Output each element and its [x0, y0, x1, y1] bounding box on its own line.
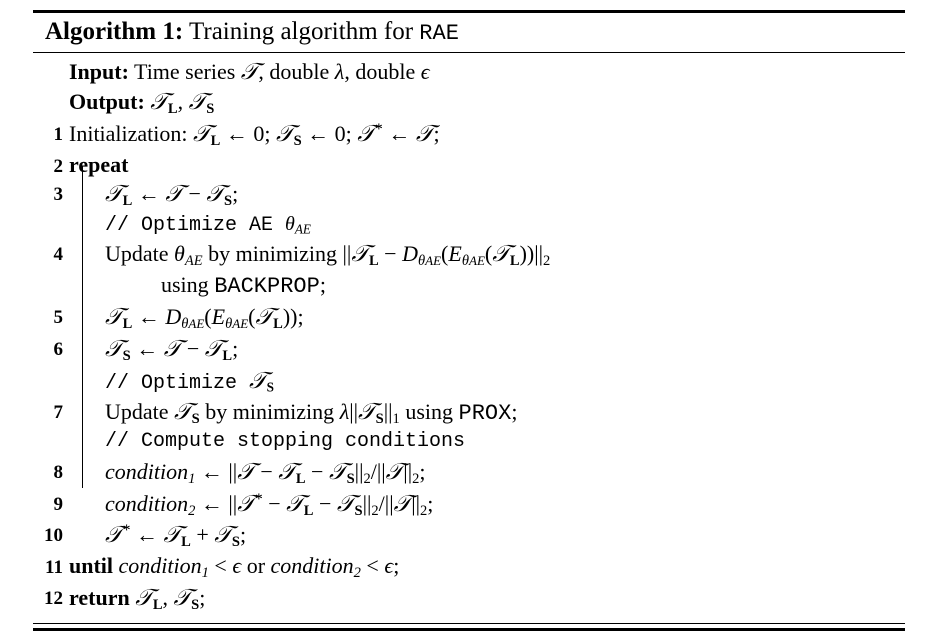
input-line [33, 57, 905, 87]
line-content-9: condition$_2$ ← ||𝒯* − 𝒯$_L$ − $𝒯_S||_2/||𝒯||_2$; [105, 490, 434, 519]
line-number-12: 12 [44, 588, 63, 610]
line-number-9: 9 [53, 493, 63, 515]
comment-text: // Compute stopping conditions [105, 429, 466, 453]
input-text: Time series 𝒯, double λ, double ϵ [134, 59, 430, 84]
ts-symbol: 𝒯$_S$ [249, 367, 275, 395]
algorithm-label: Algorithm 1: [45, 18, 184, 45]
keyword-repeat: repeat [69, 151, 129, 177]
algorithm-title-text: Training algorithm for [188, 18, 414, 45]
line-content-5: 𝒯$_L$ ← $D_{\theta AE}(E_{\theta AE}(𝒯_L))$; [105, 303, 304, 332]
line-content-8: condition$_1$ ← ||𝒯 − 𝒯$_L$ − $𝒯_S||_2/||𝒯||_2$; [105, 458, 426, 487]
bottom-rules [33, 623, 905, 631]
line-number [33, 57, 69, 61]
algo-line-11 [33, 552, 905, 583]
line-number [33, 366, 69, 370]
algo-line-9 [33, 489, 905, 521]
line-number-3: 3 [53, 184, 63, 206]
keyword-until: until [69, 553, 114, 579]
line-number-5: 5 [53, 306, 63, 328]
line-content-10: 𝒯* ← 𝒯$_L$ + 𝒯$_S$; [105, 522, 247, 551]
algorithm-block [33, 10, 905, 631]
comment-text: // Optimize AE [105, 214, 274, 238]
line-number [33, 211, 69, 215]
line-number-8: 8 [53, 461, 63, 483]
comment-text: // Optimize [105, 371, 238, 395]
line-number [33, 87, 69, 91]
algo-comment-stopping [33, 429, 905, 457]
algorithm-title [33, 13, 905, 52]
prox-keyword: PROX [458, 400, 512, 426]
line-content-1: Initialization: 𝒯$_L$ ← 0; 𝒯$_S$ ← 0; 𝒯* ← 𝒯; [69, 120, 440, 149]
output-line [33, 87, 905, 119]
line-number-11: 11 [45, 557, 63, 579]
algo-line-10 [33, 520, 905, 552]
line-content-6: 𝒯$_S$ ← 𝒯 − 𝒯$_L$; [105, 335, 239, 364]
line-content-3: 𝒯$_L$ ← 𝒯 − 𝒯$_S$; [105, 181, 239, 210]
algo-line-2 [33, 151, 905, 180]
algo-line-6 [33, 334, 905, 366]
algo-line-7 [33, 397, 905, 429]
input-label: Input: [69, 59, 129, 84]
output-text: 𝒯$_L$, 𝒯$_S$ [150, 88, 215, 117]
theta-ae-symbol: $\theta_{AE}$ [285, 213, 311, 238]
line-content-11: until condition$_1$ < ϵ or condition$_2$ < ϵ; [69, 553, 400, 582]
line-number-4: 4 [53, 244, 63, 266]
algorithm-title-mono: RAE [419, 21, 459, 46]
algo-line-1 [33, 119, 905, 151]
algo-line-3 [33, 179, 905, 211]
algo-line-8 [33, 457, 905, 489]
line-number-1: 1 [53, 123, 63, 145]
keyword-return: return [69, 585, 130, 611]
algo-comment-optimize-ts [33, 366, 905, 397]
algo-line-12 [33, 583, 905, 615]
backprop-keyword: BACKPROP [214, 274, 320, 300]
line-number [33, 429, 69, 433]
algo-comment-optimize-ae [33, 211, 905, 239]
line-content-7: Update 𝒯$_S$ by minimizing $\lambda||𝒯_S||_1$ using PROX; [105, 398, 518, 427]
algo-line-5 [33, 302, 905, 334]
line-content-2 [69, 151, 905, 180]
line-content-12: return 𝒯$_L$, 𝒯$_S$; [69, 585, 206, 614]
keyword-or: or [246, 553, 266, 579]
line-number-10: 10 [44, 525, 63, 547]
line-number-7: 7 [53, 401, 63, 423]
line-content-4: Update $\theta_{AE}$ by minimizing ||𝒯$_L$ − $D_{\theta AE}(E_{\theta AE}(𝒯_L))||_2$ using BACKPROP; [105, 241, 551, 300]
line-number-6: 6 [53, 338, 63, 360]
algorithm-body [33, 53, 905, 621]
output-label: Output: [69, 88, 145, 114]
algo-line-4 [33, 239, 905, 302]
line-number-2: 2 [53, 155, 63, 177]
